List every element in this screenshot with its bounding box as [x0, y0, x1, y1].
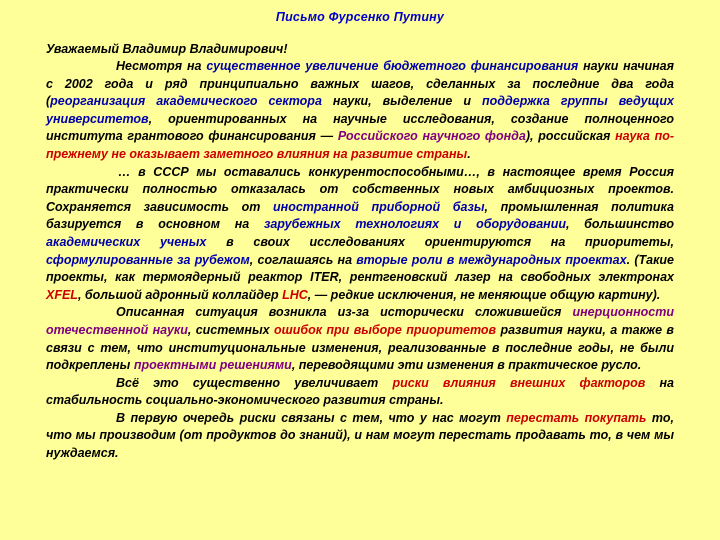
page-title: Письмо Фурсенко Путину — [275, 10, 445, 24]
text-segment: риски влияния внешних факторов — [392, 375, 646, 390]
text-segment: Несмотря на — [116, 59, 207, 73]
text-segment: XFEL — [46, 287, 78, 302]
text-segment: науки, выделение и — [321, 94, 483, 109]
text-segment: то, что мы производим (от продуктов до знаний), и нам могут перестать продавать то, в чем мы нуждаемся. — [46, 410, 674, 461]
text-segment: проектными решениями — [133, 358, 292, 373]
paragraph-1 — [46, 58, 674, 164]
text-segment: ), российская — [525, 129, 616, 144]
text-segment: , промышленная политика базируется в основном на — [46, 199, 674, 232]
text-segment: … в СССР мы оставались конкурентоспособными…, в настоящее время Россия практически полностью отказалась от собственных новых амбициозных проектов. Сохраняется зависимость от — [46, 164, 674, 214]
text-segment: существенное увеличение бюджетного финансирования — [206, 59, 579, 73]
paragraph-5 — [46, 410, 674, 463]
text-segment: Описанная ситуация возникла из-за исторически сложившейся — [116, 305, 573, 320]
text-segment: , большинство — [565, 217, 674, 232]
text-segment: вторые роли в международных проектах — [356, 252, 627, 267]
text-segment: В первую очередь риски связаны с тем, что у нас могут — [116, 410, 507, 425]
text-segment: иностранной приборной базы — [273, 199, 485, 214]
paragraph-3 — [46, 304, 674, 374]
text-segment: наука по-прежнему не оказывает заметного влияния на развитие страны — [46, 129, 675, 161]
text-segment: . — [467, 146, 471, 161]
text-segment: ошибок при выборе приоритетов — [273, 322, 497, 337]
text-segment: Российского научного фонда — [337, 129, 526, 144]
text-segment: , — редкие исключения, не меняющие общую картину). — [307, 287, 661, 302]
text-segment: . (Такие проекты, как термоядерный реактор ITER, рентгеновский лазер на свободных электронах — [46, 252, 674, 285]
text-segment: науки начиная с 2002 года и ряд принципиально важных шагов, сделанных за последние два года ( — [46, 59, 674, 109]
text-segment: , соглашаясь на — [249, 252, 357, 267]
text-segment: , системных — [187, 322, 274, 337]
text-segment: академических ученых — [46, 234, 207, 249]
text-segment: в своих исследованиях ориентируются на приоритеты, — [206, 234, 675, 249]
paragraph-4 — [46, 375, 674, 410]
text-segment: зарубежных технологиях и оборудовании — [263, 217, 566, 232]
text-segment: Всё это существенно увеличивает — [116, 375, 393, 390]
text-segment: поддержка группы ведущих университетов — [46, 94, 674, 126]
text-segment: развития науки, а также в связи с тем, что институциональные изменения, реализованные в последние годы, не были подкреплены — [46, 322, 674, 373]
greeting: Уважаемый Владимир Владимирович! — [46, 42, 288, 56]
text-segment: реорганизация академического сектора — [50, 94, 322, 109]
text-segment: сформулированные за рубежом — [46, 252, 250, 267]
text-segment: перестать покупать — [506, 410, 647, 425]
paragraph-2 — [46, 164, 674, 305]
text-segment: инерционности отечественной науки — [46, 305, 674, 337]
text-segment: LHC — [282, 287, 308, 302]
text-segment: , большой адронный коллайдер — [77, 287, 283, 302]
text-segment: , переводящими эти изменения в практическое русло. — [291, 358, 642, 373]
text-segment: , ориентированных на научные исследования, создание полноценного института грантового финансирования — — [46, 111, 674, 144]
text-segment: на стабильность социально-экономического развития страны. — [46, 375, 674, 408]
